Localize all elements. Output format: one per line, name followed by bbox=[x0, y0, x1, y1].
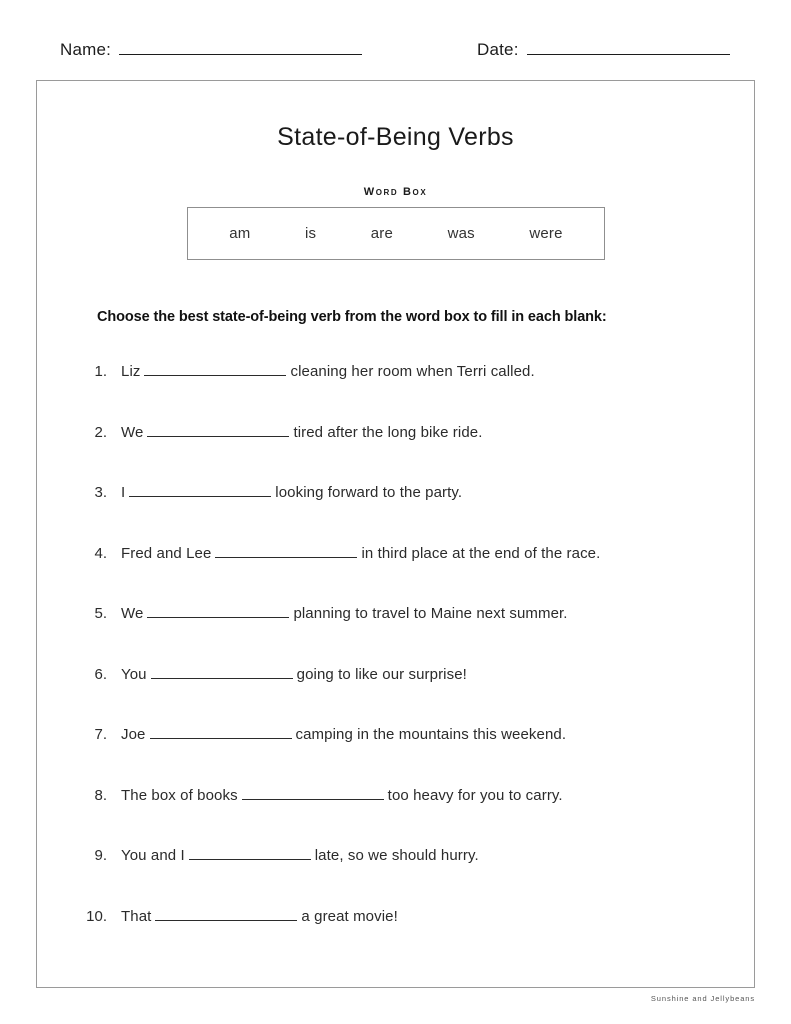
question-number: 9. bbox=[94, 847, 107, 864]
word-box-word: were bbox=[529, 225, 563, 242]
question-text-after: going to like our surprise! bbox=[296, 665, 467, 683]
question-text-after: camping in the mountains this weekend. bbox=[295, 726, 567, 743]
question-text-after: planning to travel to Maine next summer. bbox=[293, 605, 568, 622]
worksheet-header bbox=[0, 40, 791, 70]
question-number: 1. bbox=[94, 363, 107, 380]
question-item bbox=[37, 424, 754, 485]
answer-blank[interactable] bbox=[129, 484, 271, 497]
question-item bbox=[37, 363, 754, 424]
word-box-word: am bbox=[229, 225, 251, 242]
question-item bbox=[37, 666, 754, 727]
answer-blank[interactable] bbox=[215, 545, 357, 558]
answer-blank[interactable] bbox=[147, 424, 289, 437]
question-text bbox=[121, 363, 535, 380]
word-box-word: are bbox=[370, 225, 394, 242]
question-text bbox=[121, 484, 462, 501]
question-text bbox=[121, 605, 568, 622]
answer-blank[interactable] bbox=[242, 787, 384, 800]
question-item bbox=[37, 605, 754, 666]
question-number: 4. bbox=[94, 544, 107, 562]
question-text-before: Fred and Lee bbox=[121, 544, 212, 562]
question-text-before: We bbox=[121, 423, 144, 441]
question-text bbox=[121, 787, 563, 804]
question-text-before: You bbox=[121, 665, 147, 683]
question-item bbox=[37, 847, 754, 908]
question-number: 2. bbox=[94, 423, 107, 441]
date-blank-line[interactable] bbox=[527, 40, 730, 55]
question-text-after: looking forward to the party. bbox=[275, 484, 463, 501]
question-text-after: a great movie! bbox=[301, 907, 398, 925]
question-text bbox=[121, 666, 467, 683]
name-field bbox=[60, 40, 362, 60]
question-item bbox=[37, 787, 754, 848]
question-text-after: late, so we should hurry. bbox=[314, 847, 479, 864]
name-blank-line[interactable] bbox=[119, 40, 362, 55]
question-number: 3. bbox=[94, 484, 107, 501]
question-text-after: tired after the long bike ride. bbox=[293, 423, 483, 441]
word-box-word: is bbox=[305, 225, 317, 242]
question-item bbox=[37, 726, 754, 787]
instruction-text: Choose the best state-of-being verb from the word box to fill in each blank: bbox=[97, 309, 607, 325]
question-number: 8. bbox=[94, 786, 107, 804]
page-title: State-of-Being Verbs bbox=[277, 123, 514, 151]
answer-blank[interactable] bbox=[151, 666, 293, 679]
question-text-after: too heavy for you to carry. bbox=[387, 786, 563, 804]
question-text bbox=[121, 726, 566, 743]
date-field bbox=[477, 40, 730, 60]
question-item bbox=[37, 484, 754, 545]
question-text-before: Joe bbox=[121, 726, 146, 743]
answer-blank[interactable] bbox=[144, 363, 286, 376]
word-box bbox=[187, 207, 605, 260]
answer-blank[interactable] bbox=[150, 726, 292, 739]
word-box-label: Word Box bbox=[363, 186, 428, 198]
question-text-after: in third place at the end of the race. bbox=[361, 544, 601, 562]
answer-blank[interactable] bbox=[147, 605, 289, 618]
date-label: Date: bbox=[477, 40, 519, 59]
question-text bbox=[121, 545, 600, 562]
question-item bbox=[37, 908, 754, 969]
question-item bbox=[37, 545, 754, 606]
question-text-before: You and I bbox=[121, 847, 185, 864]
question-number: 7. bbox=[94, 726, 107, 743]
question-number: 5. bbox=[94, 605, 107, 622]
question-number: 6. bbox=[94, 665, 107, 683]
word-box-word: was bbox=[447, 225, 475, 242]
question-list bbox=[37, 363, 754, 968]
question-text bbox=[121, 424, 482, 441]
question-text-before: Liz bbox=[121, 363, 141, 380]
question-text-before: I bbox=[121, 484, 126, 501]
name-label: Name: bbox=[60, 40, 112, 59]
question-text-before: We bbox=[121, 605, 144, 622]
footer-credit: Sunshine and Jellybeans bbox=[650, 994, 755, 1003]
question-text bbox=[121, 908, 398, 925]
question-number: 10. bbox=[86, 907, 107, 925]
question-text-after: cleaning her room when Terri called. bbox=[290, 363, 535, 380]
question-text-before: That bbox=[121, 907, 152, 925]
answer-blank[interactable] bbox=[155, 908, 297, 921]
worksheet-body bbox=[36, 80, 755, 988]
answer-blank[interactable] bbox=[189, 847, 311, 860]
question-text bbox=[121, 847, 479, 864]
question-text-before: The box of books bbox=[121, 786, 238, 804]
